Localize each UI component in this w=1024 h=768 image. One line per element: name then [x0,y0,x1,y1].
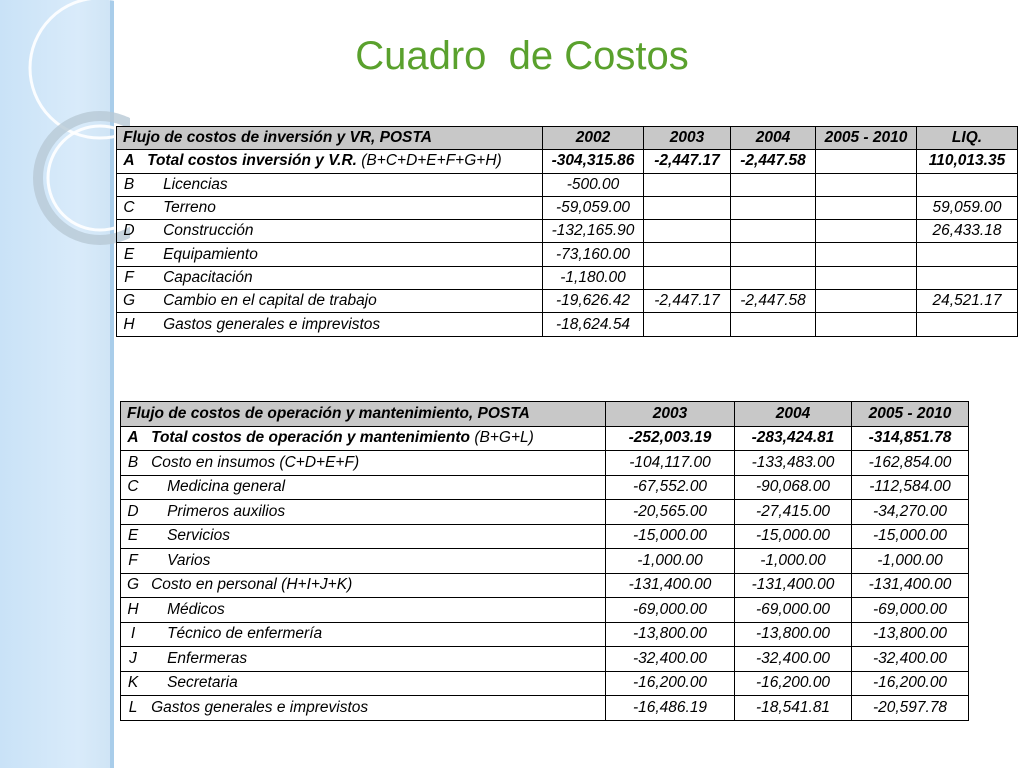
table-row [121,696,969,721]
row-label: Gastos generales e imprevistos [145,696,605,721]
row-label: Enfermeras [145,647,605,672]
cell-value [816,290,917,313]
column-header-liq: LIQ. [917,127,1018,150]
column-header-concept: Flujo de costos de operación y mantenimiento, POSTA [121,402,606,427]
cell-value: -1,000.00 [735,549,852,574]
cell-value [731,196,816,219]
row-letter: L [121,696,146,721]
cell-value: 26,433.18 [917,220,1018,243]
row-letter: A [121,426,146,451]
cell-value: -34,270.00 [852,500,969,525]
row-letter: G [121,573,146,598]
cell-value: -133,483.00 [735,451,852,476]
row-letter: E [117,243,142,266]
row-letter: K [121,671,146,696]
cell-value [816,313,917,336]
cell-value: 59,059.00 [917,196,1018,219]
cell-value: -283,424.81 [735,426,852,451]
cell-value: -500.00 [543,173,644,196]
table-row-total [121,426,969,451]
cell-value: -2,447.58 [731,290,816,313]
cell-value [731,313,816,336]
cell-value: -252,003.19 [606,426,735,451]
table-row [121,524,969,549]
row-letter: F [117,266,142,289]
cell-value: -32,400.00 [735,647,852,672]
table-row [121,475,969,500]
cell-value [731,173,816,196]
cell-value: -1,000.00 [852,549,969,574]
row-label: Terreno [141,196,542,219]
column-header-2005-2010: 2005 - 2010 [816,127,917,150]
cell-value: -20,565.00 [606,500,735,525]
cell-value: -16,200.00 [852,671,969,696]
table-row [121,573,969,598]
table-row [121,622,969,647]
cell-value: -131,400.00 [852,573,969,598]
cell-value: -16,200.00 [735,671,852,696]
total-formula: (B+G+L) [474,429,534,447]
table-row [121,549,969,574]
cell-value: -73,160.00 [543,243,644,266]
cell-value: -67,552.00 [606,475,735,500]
cell-value: -19,626.42 [543,290,644,313]
cell-value [731,266,816,289]
column-header-2005-2010: 2005 - 2010 [852,402,969,427]
row-letter: B [117,173,142,196]
row-letter: D [117,220,142,243]
operation-cost-table [120,401,969,721]
total-label: Total costos de operación y mantenimiento [151,429,471,447]
cell-value: -2,447.17 [644,150,731,173]
cell-value [917,313,1018,336]
cell-value: -32,400.00 [606,647,735,672]
row-label [141,150,542,173]
row-label: Servicios [145,524,605,549]
cell-value: -304,315.86 [543,150,644,173]
column-header-2003: 2003 [606,402,735,427]
cell-value: 24,521.17 [917,290,1018,313]
table-row [117,243,1018,266]
table-row-total [117,150,1018,173]
cell-value: -131,400.00 [606,573,735,598]
cell-value: -18,541.81 [735,696,852,721]
column-header-2003: 2003 [644,127,731,150]
row-label: Técnico de enfermería [145,622,605,647]
column-header-concept: Flujo de costos de inversión y VR, POSTA [117,127,543,150]
row-letter: A [117,150,142,173]
cell-value: -1,180.00 [543,266,644,289]
cell-value [917,173,1018,196]
table-row [117,173,1018,196]
cell-value: -90,068.00 [735,475,852,500]
table-row [117,313,1018,336]
cell-value: -59,059.00 [543,196,644,219]
table-row [121,647,969,672]
cell-value: -20,597.78 [852,696,969,721]
total-label: Total costos inversión y V.R. [147,152,357,170]
cell-value [644,243,731,266]
cell-value: -27,415.00 [735,500,852,525]
table-row [117,290,1018,313]
cell-value [917,243,1018,266]
cell-value: -15,000.00 [735,524,852,549]
row-label: Médicos [145,598,605,623]
row-label: Equipamiento [141,243,542,266]
total-formula: (B+C+D+E+F+G+H) [361,152,502,170]
row-label: Costo en personal (H+I+J+K) [145,573,605,598]
cell-value: -15,000.00 [606,524,735,549]
row-label: Capacitación [141,266,542,289]
cell-value [816,220,917,243]
row-letter: J [121,647,146,672]
cell-value [816,173,917,196]
row-letter: H [117,313,142,336]
table-row [121,500,969,525]
table-row [121,598,969,623]
cell-value [816,243,917,266]
cell-value: -314,851.78 [852,426,969,451]
row-letter: C [117,196,142,219]
cell-value: -132,165.90 [543,220,644,243]
cell-value [644,196,731,219]
cell-value [644,173,731,196]
row-label: Gastos generales e imprevistos [141,313,542,336]
cell-value [644,220,731,243]
row-label: Primeros auxilios [145,500,605,525]
table-header-row [121,402,969,427]
row-label: Costo en insumos (C+D+E+F) [145,451,605,476]
row-label: Secretaria [145,671,605,696]
cell-value: -1,000.00 [606,549,735,574]
cell-value: -2,447.58 [731,150,816,173]
cell-value: -18,624.54 [543,313,644,336]
row-letter: H [121,598,146,623]
table-row [117,196,1018,219]
cell-value: -16,200.00 [606,671,735,696]
cell-value: -104,117.00 [606,451,735,476]
cell-value [644,266,731,289]
row-label: Licencias [141,173,542,196]
table-header-row [117,127,1018,150]
row-letter: C [121,475,146,500]
cell-value: 110,013.35 [917,150,1018,173]
table-row [117,266,1018,289]
cell-value: -69,000.00 [852,598,969,623]
cell-value: -162,854.00 [852,451,969,476]
cell-value [731,220,816,243]
cell-value [816,266,917,289]
cell-value: -15,000.00 [852,524,969,549]
row-label [145,426,605,451]
cell-value: -131,400.00 [735,573,852,598]
column-header-2004: 2004 [731,127,816,150]
row-letter: F [121,549,146,574]
page-title: Cuadro de Costos [355,34,689,78]
cell-value [816,196,917,219]
row-letter: D [121,500,146,525]
table-row [121,451,969,476]
cell-value [816,150,917,173]
cell-value [917,266,1018,289]
row-letter: E [121,524,146,549]
row-label: Construcción [141,220,542,243]
cell-value [731,243,816,266]
column-header-2002: 2002 [543,127,644,150]
row-letter: B [121,451,146,476]
cell-value: -69,000.00 [735,598,852,623]
cell-value: -69,000.00 [606,598,735,623]
row-letter: I [121,622,146,647]
cell-value [644,313,731,336]
cell-value: -2,447.17 [644,290,731,313]
column-header-2004: 2004 [735,402,852,427]
investment-cost-table [116,126,1018,337]
cell-value: -13,800.00 [735,622,852,647]
row-label: Cambio en el capital de trabajo [141,290,542,313]
table-row [117,220,1018,243]
row-label: Medicina general [145,475,605,500]
row-letter: G [117,290,142,313]
cell-value: -13,800.00 [852,622,969,647]
cell-value: -13,800.00 [606,622,735,647]
table-row [121,671,969,696]
cell-value: -32,400.00 [852,647,969,672]
row-label: Varios [145,549,605,574]
cell-value: -112,584.00 [852,475,969,500]
cell-value: -16,486.19 [606,696,735,721]
